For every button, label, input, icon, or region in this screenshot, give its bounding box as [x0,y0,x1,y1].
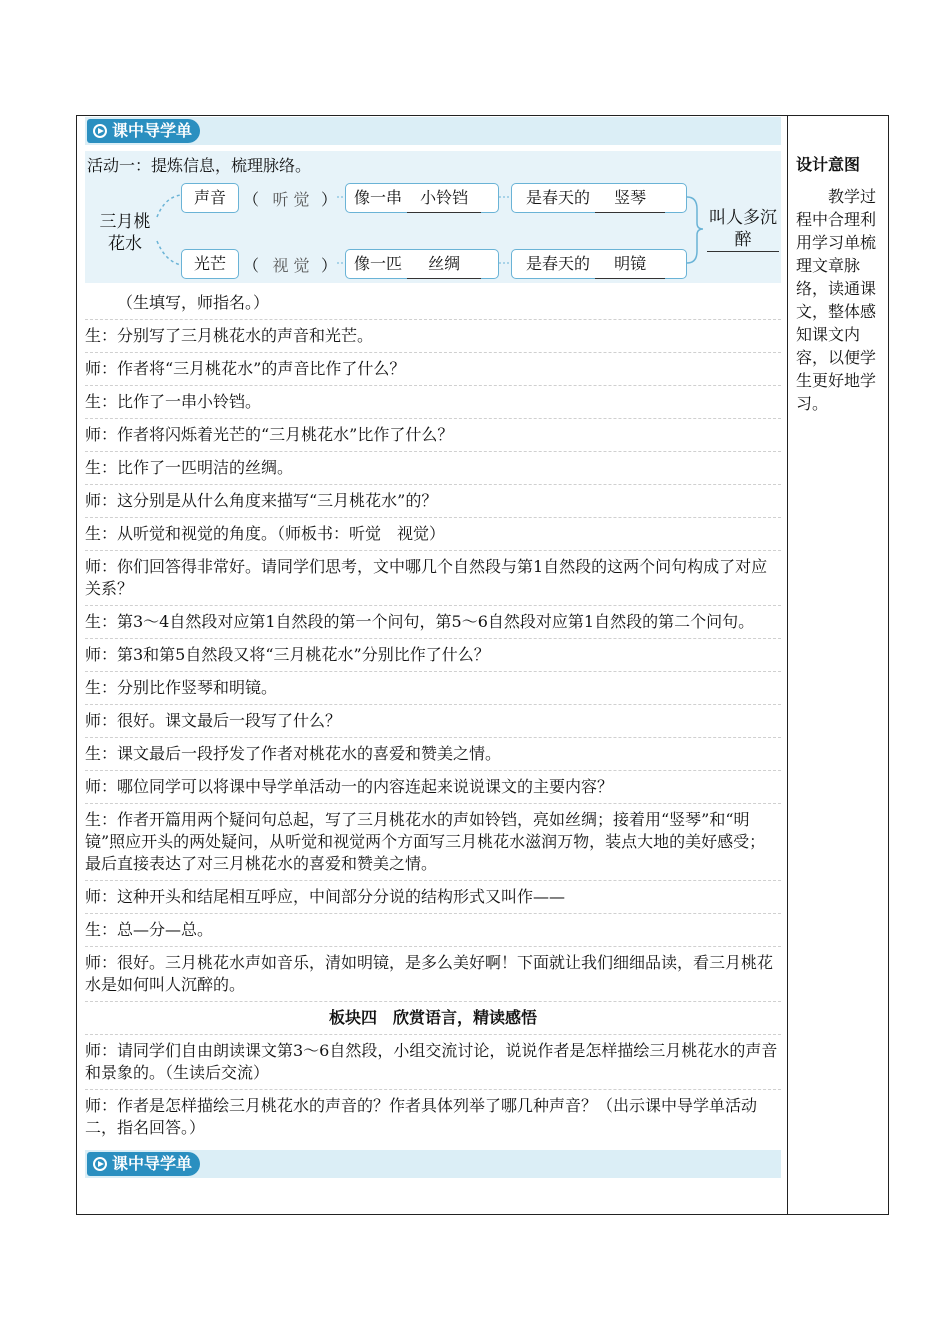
mind-map [85,179,781,283]
spring-prefix-2: 是春天的 [526,254,591,273]
dialogue-line: 师：哪位同学可以将课中导学单活动一的内容连起来说说课文的主要内容？ [85,771,781,804]
column-divider [787,116,788,1214]
dialogue-line: 师：作者将闪烁着光芒的“三月桃花水”比作了什么？ [85,419,781,452]
spring-prefix-1: 是春天的 [526,188,591,207]
sense-sight: 视 觉 [272,256,310,275]
mind-map-root: 三月桃花水 [99,212,151,254]
simile-answer-1: 小铃铛 [407,184,481,213]
play-icon [93,124,107,138]
dialogue-line: 师：很好。课文最后一段写了什么？ [85,705,781,738]
dialogue-line: （生填写，师指名。） [85,287,781,320]
dialogue-line: 师：请同学们自由朗读课文第3～6自然段，小组交流讨论，说说作者是怎样描绘三月桃花水的声音和景象的。（生读后交流） [85,1035,781,1090]
category-sound: 声音 [181,183,239,213]
category-light: 光芒 [181,249,239,279]
dialogue [85,287,781,1144]
dialogue-line: 师：第3和第5自然段又将“三月桃花水”分别比作了什么？ [85,639,781,672]
dialogue-line: 生：总—分—总。 [85,914,781,947]
dialogue-line: 生：分别写了三月桃花水的声音和光芒。 [85,320,781,353]
simile-box-1 [345,183,499,213]
dialogue-line: 师：作者将“三月桃花水”的声音比作了什么？ [85,353,781,386]
dialogue-line: 生：第3～4自然段对应第1自然段的第一个问句，第5～6自然段对应第1自然段的第二个问句。 [85,606,781,639]
dialogue-line: 生：作者开篇用两个疑问句总起，写了三月桃花水的声如铃铛，亮如丝绸；接着用“竖琴”和“明镜”照应开头的两处疑问，从听觉和视觉两个方面写三月桃花水滋润万物，装点大地的美好感受；最后直接表达了对三月桃花水的喜爱和赞美之情。 [85,804,781,881]
dialogue-line: 生：从听觉和视觉的角度。（师板书：听觉 视觉） [85,518,781,551]
dialogue-line: 生：分别比作竖琴和明镜。 [85,672,781,705]
simile-prefix-1: 像一串 [354,188,403,207]
guide-banner-tag [87,1152,200,1176]
sense-open-1: （ [243,190,260,209]
guide-banner-tag [87,119,200,143]
dialogue-line: 师：这种开头和结尾相互呼应，中间部分分说的结构形式又叫作—— [85,881,781,914]
dialogue-line: 师：你们回答得非常好。请同学们思考，文中哪几个自然段与第1自然段的这两个问句构成了对应关系？ [85,551,781,606]
spring-answer-2: 明镜 [595,250,665,279]
section-heading: 板块四 欣赏语言，精读感悟 [85,1002,781,1035]
spring-answer-1: 竖琴 [595,184,665,213]
activity-one [85,151,781,283]
lesson-table [76,115,889,1215]
design-intent-text: 教学过程中合理利用学习单梳理文章脉络，读通课文，整体感知课文内容，以便学生更好地学习。 [796,187,877,413]
spring-box-1 [511,183,687,213]
activity-title: 活动一：提炼信息，梳理脉络。 [87,156,312,175]
simile-answer-2: 丝绸 [407,250,481,279]
dialogue-line: 师：这分别是从什么角度来描写“三月桃花水”的？ [85,485,781,518]
dialogue-line: 师：很好。三月桃花水声如音乐，清如明镜，是多么美好啊！下面就让我们细细品读，看三月桃花水是如何叫人沉醉的。 [85,947,781,1002]
guide-banner-label: 课中导学单 [112,1154,193,1173]
dialogue-line: 生：课文最后一段抒发了作者对桃花水的喜爱和赞美之情。 [85,738,781,771]
sense-hearing: 听 觉 [272,190,310,209]
dialogue-line: 生：比作了一匹明洁的丝绸。 [85,452,781,485]
design-intent-title: 设计意图 [796,155,861,174]
dialogue-line: 师：作者是怎样描绘三月桃花水的声音的？作者具体列举了哪几种声音？（出示课中导学单活动二，指名回答。） [85,1096,758,1137]
conclusion: 叫人多沉醉 [709,208,777,250]
guide-banner [85,117,781,145]
play-icon [93,1157,107,1171]
simile-box-2 [345,249,499,279]
sense-close-2: ） [321,256,338,275]
guide-banner-bottom [85,1150,781,1178]
sense-open-2: （ [243,256,260,275]
dialogue-line: 生：比作了一串小铃铛。 [85,386,781,419]
spring-box-2 [511,249,687,279]
design-intent-column [796,152,876,415]
sense-close-1: ） [321,190,338,209]
guide-banner-label: 课中导学单 [112,121,193,140]
main-column [85,116,781,1178]
simile-prefix-2: 像一匹 [354,254,403,273]
